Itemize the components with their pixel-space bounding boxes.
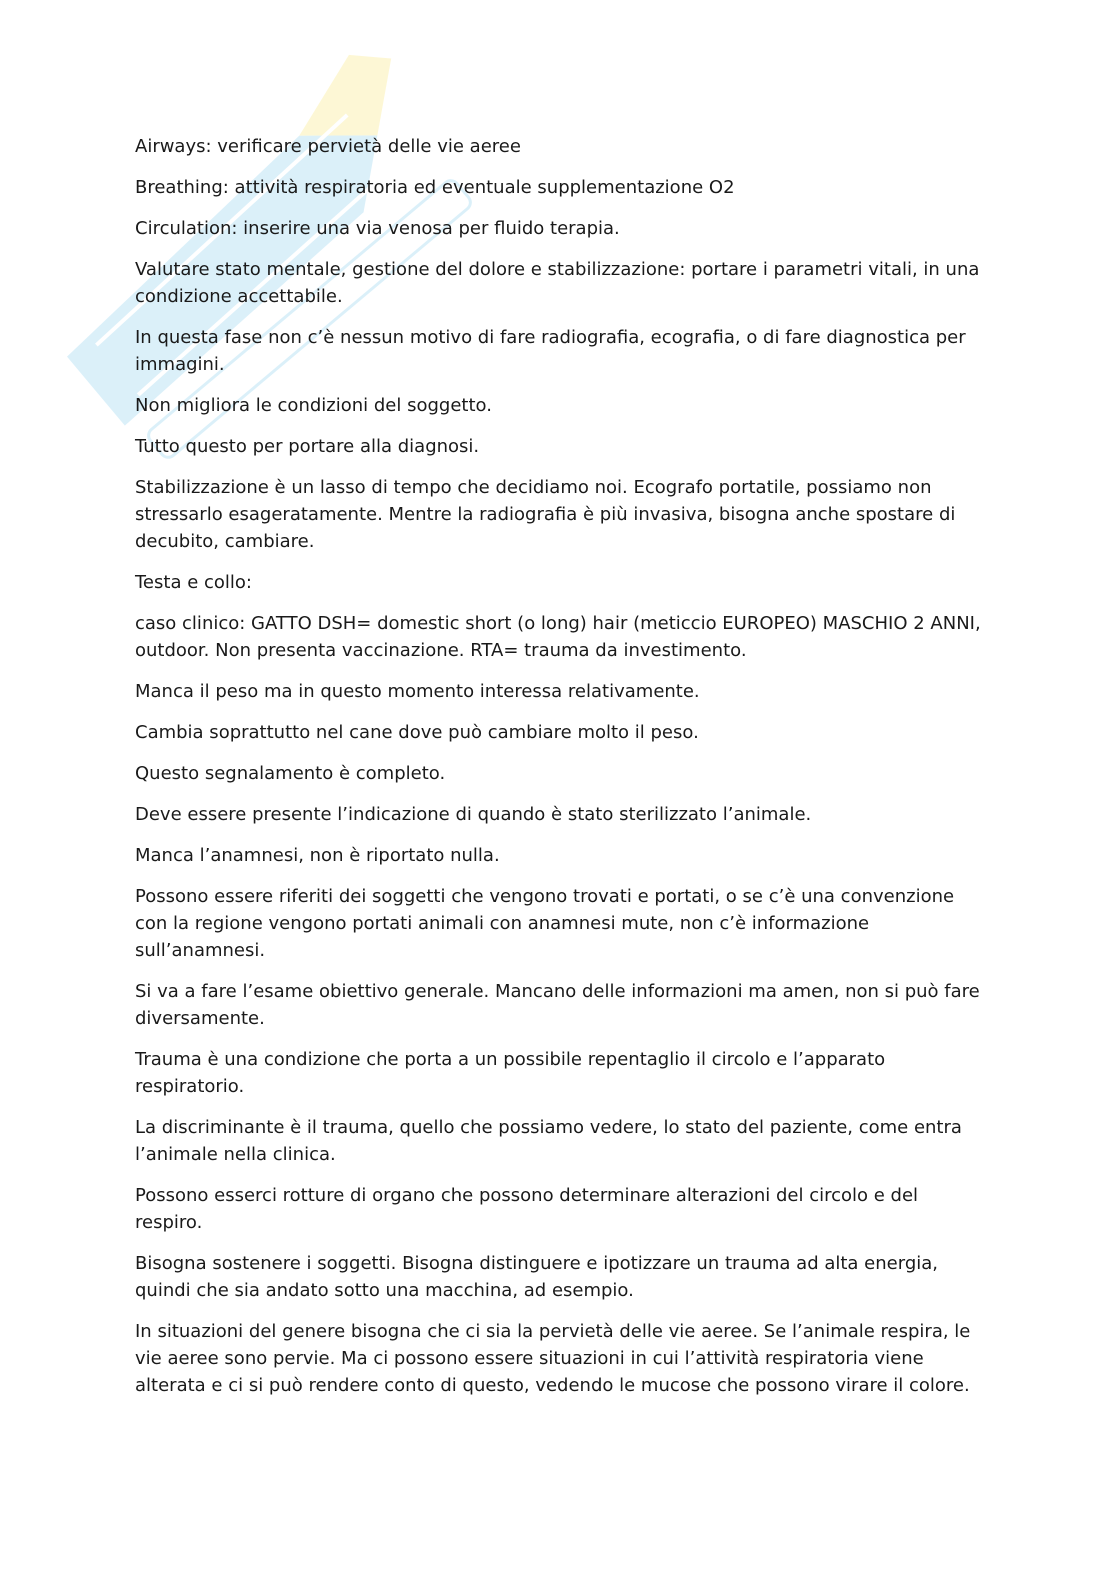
paragraph-segnalamento: Questo segnalamento è completo.	[135, 763, 446, 784]
document-body	[135, 133, 985, 1413]
paragraph-pervieta: In situazioni del genere bisogna che ci sia la pervietà delle vie aeree. Se l’animale respira, le vie aeree sono pervie. Ma ci possono essere situazioni in cui l’attività respiratoria viene alterata e ci si può rendere conto di questo, vedendo le mucose che possono virare il colore.	[135, 1321, 971, 1396]
paragraph-trauma: Trauma è una condizione che porta a un possibile repentaglio il circolo e l’apparato respiratorio.	[135, 1049, 886, 1097]
paragraph-stato-mentale: Valutare stato mentale, gestione del dolore e stabilizzazione: portare i parametri vitali, in una condizione accettabile.	[135, 259, 980, 307]
paragraph-circulation: Circulation: inserire una via venosa per fluido terapia.	[135, 218, 620, 239]
paragraph-anamnesi: Manca l’anamnesi, non è riportato nulla.	[135, 845, 500, 866]
paragraph-caso-clinico: caso clinico: GATTO DSH= domestic short (o long) hair (meticcio EUROPEO) MASCHIO 2 ANNI, outdoor. Non presenta vaccinazione. RTA= trauma da investimento.	[135, 613, 981, 661]
paragraph-diagnosi: Tutto questo per portare alla diagnosi.	[135, 436, 480, 457]
paragraph-peso: Manca il peso ma in questo momento interessa relativamente.	[135, 681, 700, 702]
paragraph-sostenere: Bisogna sostenere i soggetti. Bisogna distinguere e ipotizzare un trauma ad alta energia, quindi che sia andato sotto una macchina, ad esempio.	[135, 1253, 938, 1301]
paragraph-convenzione: Possono essere riferiti dei soggetti che vengono trovati e portati, o se c’è una convenzione con la regione vengono portati animali con anamnesi mute, non c’è informazione sull’anamnesi.	[135, 886, 955, 961]
paragraph-airways: Airways: verificare pervietà delle vie aeree	[135, 136, 521, 157]
paragraph-stabilizzazione: Stabilizzazione è un lasso di tempo che decidiamo noi. Ecografo portatile, possiamo non stressarlo esageratamente. Mentre la radiografia è più invasiva, bisogna anche spostare di decubito, cambiare.	[135, 477, 956, 552]
paragraph-rotture-organo: Possono esserci rotture di organo che possono determinare alterazioni del circolo e del respiro.	[135, 1185, 919, 1233]
paragraph-breathing: Breathing: attività respiratoria ed eventuale supplementazione O2	[135, 177, 735, 198]
paragraph-esame-obiettivo: Si va a fare l’esame obiettivo generale. Mancano delle informazioni ma amen, non si può fare diversamente.	[135, 981, 980, 1029]
paragraph-sterilizzazione: Deve essere presente l’indicazione di quando è stato sterilizzato l’animale.	[135, 804, 812, 825]
paragraph-testa-collo: Testa e collo:	[135, 572, 252, 593]
paragraph-cane: Cambia soprattutto nel cane dove può cambiare molto il peso.	[135, 722, 699, 743]
paragraph-discriminante: La discriminante è il trauma, quello che possiamo vedere, lo stato del paziente, come entra l’animale nella clinica.	[135, 1117, 962, 1165]
paragraph-diagnostica: In questa fase non c’è nessun motivo di fare radiografia, ecografia, o di fare diagnostica per immagini.	[135, 327, 966, 375]
paragraph-condizioni: Non migliora le condizioni del soggetto.	[135, 395, 492, 416]
